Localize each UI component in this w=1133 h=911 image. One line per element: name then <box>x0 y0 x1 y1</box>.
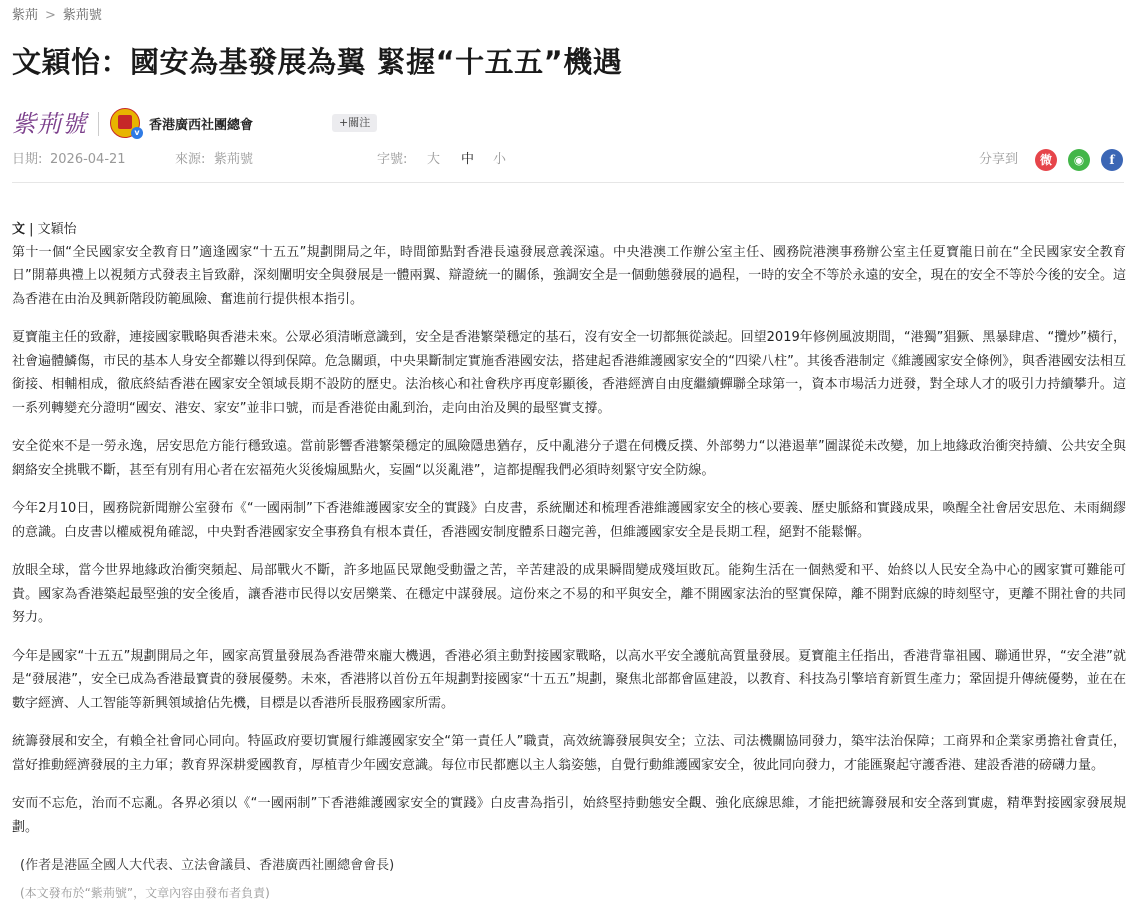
source-label: 來源: <box>175 152 206 167</box>
paragraph-6: 今年是國家“十五五”規劃開局之年，國家高質量發展為香港帶來龐大機遇，香港必須主動對接國家戰略，以高水平安全護航高質量發展。夏寶龍主任指出，香港背靠祖國、聯通世界，“安全港”就是“發展港”，安全已成為香港最寶貴的發展優勢。未來，香港將以首份五年規劃對接國家“十五五”規劃，聚焦北部都會區建設，以教育、科技為引擎培育新質生產力；鞏固提升傳統優勢，並在在數字經濟、人工智能等新興領域搶佔先機，目標是以香港所長服務國家所需。 <box>12 648 1126 711</box>
article-meta <box>12 148 1124 172</box>
publish-date: 2026-04-21 <box>50 152 126 167</box>
wechat-icon[interactable]: ◉ <box>1068 149 1090 171</box>
breadcrumb <box>12 6 102 26</box>
byline-prefix: 文 <box>12 222 26 237</box>
header-divider <box>12 182 1124 183</box>
paragraph-2: 夏寶龍主任的致辭，連接國家戰略與香港未來。公眾必須清晰意識到，安全是香港繁榮穩定的基石，沒有安全一切都無從談起。回望2019年修例風波期間，“港獨”猖獗、黑暴肆虐、“攬炒”橫行，社會遍體鱗傷，市民的基本人身安全都難以得到保障。危急關頭，中央果斷制定實施香港國安法，搭建起香港維護國家安全的“四梁八柱”。其後香港制定《維護國家安全條例》，與香港國安法相互銜接、相輔相成，徹底終結香港在國家安全領域長期不設防的歷史。法治核心和社會秩序再度彰顯後，香港經濟自由度繼續蟬聯全球第一，資本市場活力迸發，對全球人才的吸引力持續攀升。這一系列轉變充分證明“國安、港安、家安”並非口號，而是香港從由亂到治，走向由治及興的最堅實支撐。 <box>12 330 1126 416</box>
footer-disclaimer: (本文發布於“紫荊號”，文章內容由發布者負責) <box>20 886 270 900</box>
author-row <box>12 106 712 142</box>
breadcrumb-separator: > <box>45 8 56 23</box>
weibo-icon[interactable]: 微 <box>1035 149 1057 171</box>
article-title: 文穎怡：國安為基發展為翼 緊握“十五五”機遇 <box>12 45 623 79</box>
byline-separator: | <box>25 222 38 237</box>
font-size-medium[interactable]: 中 <box>461 152 475 167</box>
byline-author: 文穎怡 <box>37 222 77 237</box>
paragraph-7: 統籌發展和安全，有賴全社會同心同向。特區政府要切實履行維護國家安全“第一責任人”職責，高效統籌發展與安全；立法、司法機關協同發力，築牢法治保障；工商界和企業家勇擔社會責任，當好推動經濟發展的主力軍；教育界深耕愛國教育，厚植青少年國安意識。每位市民都應以主人翁姿態，自覺行動維護國家安全，彼此同向發力，才能匯聚起守護香港、建設香港的磅礴力量。 <box>12 734 1126 773</box>
paragraph-1: 第十一個“全民國家安全教育日”適逢國家“十五五”規劃開局之年，時間節點對香港長遠發展意義深遠。中央港澳工作辦公室主任、國務院港澳事務辦公室主任夏寶龍日前在“全民國家安全教育日”開幕典禮上以視頻方式發表主旨致辭，深刻闡明安全與發展是一體兩翼、辯證統一的關係，強調安全是一個動態發展的過程，一時的安全不等於永遠的安全，現在的安全不等於今後的安全。這為香港在由治及興新階段防範風險、奮進前行提供根本指引。 <box>12 244 1126 307</box>
paragraph-3: 安全從來不是一勞永逸，居安思危方能行穩致遠。當前影響香港繁榮穩定的風險隱患猶存，反中亂港分子還在伺機反撲、外部勢力“以港遏華”圖謀從未改變，加上地緣政治衝突持續、公共安全與網絡安全挑戰不斷，甚至有別有用心者在宏福苑火災後煽風點火，妄圖“以災亂港”，這都提醒我們必須時刻緊守安全防線。 <box>12 439 1126 478</box>
breadcrumb-current-link[interactable]: 紫荊號 <box>62 8 102 23</box>
verified-icon: v <box>131 127 143 139</box>
source-name: 紫荊號 <box>214 152 254 167</box>
paragraph-8: 安而不忘危，治而不忘亂。各界必須以《“一國兩制”下香港維護國家安全的實踐》白皮書為指引，始終堅持動態安全觀、強化底線思維，才能把統籌發展和安全落到實處，精準對接國家發展規劃。 <box>12 796 1126 835</box>
paragraph-5: 放眼全球，當今世界地緣政治衝突頻起、局部戰火不斷，許多地區民眾飽受動盪之苦，辛苦建設的成果瞬間變成殘垣敗瓦。能夠生活在一個熱愛和平、始終以人民安全為中心的國家實可難能可貴。國家為香港築起最堅強的安全後盾，讓香港市民得以安居樂業、在穩定中謀發展。這份來之不易的和平與安全，離不開國家法治的堅實保障，離不開對底線的時刻堅守，更離不開社會的共同努力。 <box>12 563 1126 625</box>
brand-logo[interactable]: 紫荊號 <box>12 110 87 138</box>
breadcrumb-home-link[interactable]: 紫荊 <box>12 8 39 23</box>
font-size-large[interactable]: 大 <box>427 152 441 167</box>
author-note: (作者是港區全國人大代表、立法會議員、香港廣西社團總會會長) <box>20 858 395 873</box>
byline <box>12 218 1126 242</box>
date-label: 日期: <box>12 152 43 167</box>
follow-button[interactable]: +關注 <box>332 114 377 132</box>
font-size-small[interactable]: 小 <box>493 152 507 167</box>
article-body <box>12 218 1126 878</box>
paragraph-4: 今年2月10日，國務院新聞辦公室發布《“一國兩制”下香港維護國家安全的實踐》白皮書，系統闡述和梳理香港維護國家安全的核心要義、歷史脈絡和實踐成果，喚醒全社會居安思危、未雨綢繆的意識。白皮書以權威視角確認，中央對香港國家安全事務負有根本責任，香港國安制度體系日趨完善，但維護國家安全是長期工程，絕對不能鬆懈。 <box>12 501 1126 540</box>
font-size-label: 字號: <box>377 152 408 167</box>
share-label: 分享到 <box>979 152 1019 167</box>
org-name[interactable]: 香港廣西社團總會 <box>149 118 254 133</box>
logo-divider <box>98 112 99 136</box>
facebook-icon[interactable]: f <box>1101 149 1123 171</box>
